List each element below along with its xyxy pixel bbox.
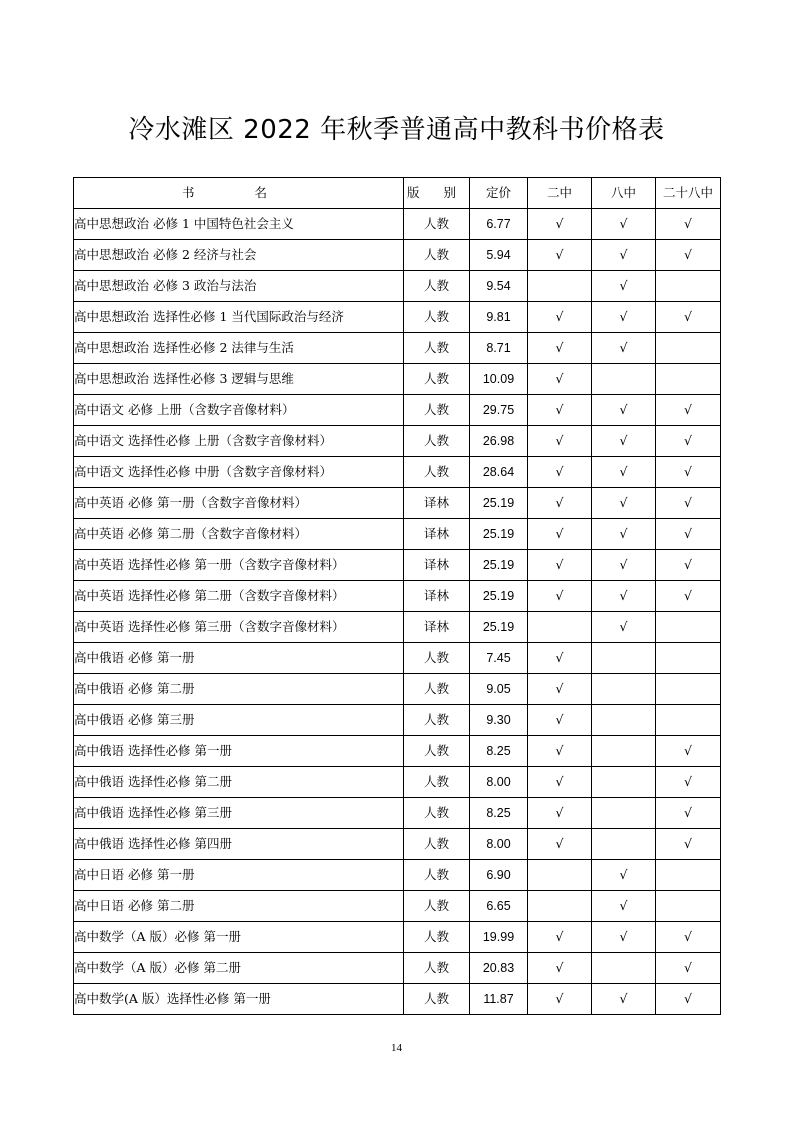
book-name-cell: 高中英语 必修 第二册（含数字音像材料） (74, 519, 404, 550)
erzhong-mark-cell: √ (528, 922, 592, 953)
table-row (74, 457, 721, 488)
erzhong-mark-cell: √ (528, 457, 592, 488)
table-row (74, 426, 721, 457)
ershibazhong-mark-cell: √ (656, 240, 721, 271)
erzhong-mark-cell: √ (528, 333, 592, 364)
erzhong-mark-cell (528, 860, 592, 891)
ershibazhong-mark-cell: √ (656, 798, 721, 829)
ershibazhong-mark-cell: √ (656, 488, 721, 519)
erzhong-mark-cell: √ (528, 984, 592, 1015)
erzhong-mark-cell: √ (528, 581, 592, 612)
edition-cell: 人教 (404, 705, 470, 736)
bazhong-mark-cell: √ (592, 426, 656, 457)
bazhong-mark-cell: √ (592, 519, 656, 550)
ershibazhong-mark-cell (656, 891, 721, 922)
book-name-cell: 高中英语 选择性必修 第二册（含数字音像材料） (74, 581, 404, 612)
table-row (74, 736, 721, 767)
erzhong-mark-cell: √ (528, 488, 592, 519)
bazhong-mark-cell (592, 364, 656, 395)
book-name-cell: 高中俄语 选择性必修 第二册 (74, 767, 404, 798)
bazhong-mark-cell (592, 767, 656, 798)
book-name-cell: 高中数学（A 版）必修 第一册 (74, 922, 404, 953)
edition-cell: 人教 (404, 395, 470, 426)
header-edition: 版 别 (404, 178, 470, 209)
book-name-cell: 高中语文 选择性必修 上册（含数字音像材料） (74, 426, 404, 457)
bazhong-mark-cell: √ (592, 209, 656, 240)
edition-cell: 人教 (404, 457, 470, 488)
book-name-cell: 高中俄语 必修 第三册 (74, 705, 404, 736)
price-cell: 19.99 (470, 922, 528, 953)
table-header-row (74, 178, 721, 209)
book-name-cell: 高中日语 必修 第一册 (74, 860, 404, 891)
edition-cell: 人教 (404, 271, 470, 302)
ershibazhong-mark-cell: √ (656, 550, 721, 581)
edition-cell: 人教 (404, 798, 470, 829)
table-row (74, 674, 721, 705)
erzhong-mark-cell: √ (528, 643, 592, 674)
price-cell: 8.25 (470, 736, 528, 767)
price-cell: 10.09 (470, 364, 528, 395)
price-cell: 9.81 (470, 302, 528, 333)
bazhong-mark-cell: √ (592, 984, 656, 1015)
price-cell: 29.75 (470, 395, 528, 426)
price-cell: 9.30 (470, 705, 528, 736)
table-row (74, 209, 721, 240)
erzhong-mark-cell (528, 271, 592, 302)
price-cell: 6.65 (470, 891, 528, 922)
edition-cell: 人教 (404, 922, 470, 953)
erzhong-mark-cell: √ (528, 364, 592, 395)
price-cell: 25.19 (470, 612, 528, 643)
erzhong-mark-cell: √ (528, 209, 592, 240)
table-row (74, 519, 721, 550)
edition-cell: 人教 (404, 302, 470, 333)
table-row (74, 984, 721, 1015)
price-cell: 8.25 (470, 798, 528, 829)
book-name-cell: 高中思想政治 选择性必修 1 当代国际政治与经济 (74, 302, 404, 333)
bazhong-mark-cell: √ (592, 271, 656, 302)
book-name-cell: 高中数学(A 版）选择性必修 第一册 (74, 984, 404, 1015)
bazhong-mark-cell: √ (592, 302, 656, 333)
bazhong-mark-cell: √ (592, 488, 656, 519)
bazhong-mark-cell: √ (592, 457, 656, 488)
erzhong-mark-cell: √ (528, 550, 592, 581)
price-cell: 7.45 (470, 643, 528, 674)
price-cell: 5.94 (470, 240, 528, 271)
ershibazhong-mark-cell: √ (656, 736, 721, 767)
table-row (74, 643, 721, 674)
bazhong-mark-cell: √ (592, 922, 656, 953)
price-cell: 8.71 (470, 333, 528, 364)
book-name-cell: 高中思想政治 必修 2 经济与社会 (74, 240, 404, 271)
erzhong-mark-cell: √ (528, 705, 592, 736)
table-row (74, 271, 721, 302)
book-name-cell: 高中思想政治 选择性必修 3 逻辑与思维 (74, 364, 404, 395)
table-row (74, 922, 721, 953)
ershibazhong-mark-cell: √ (656, 953, 721, 984)
price-cell: 11.87 (470, 984, 528, 1015)
header-school-erzhong: 二中 (528, 178, 592, 209)
edition-cell: 译林 (404, 581, 470, 612)
bazhong-mark-cell (592, 643, 656, 674)
ershibazhong-mark-cell (656, 612, 721, 643)
book-name-cell: 高中英语 选择性必修 第一册（含数字音像材料） (74, 550, 404, 581)
edition-cell: 人教 (404, 736, 470, 767)
table-row (74, 240, 721, 271)
ershibazhong-mark-cell: √ (656, 829, 721, 860)
erzhong-mark-cell: √ (528, 736, 592, 767)
table-row (74, 767, 721, 798)
erzhong-mark-cell: √ (528, 953, 592, 984)
bazhong-mark-cell: √ (592, 581, 656, 612)
edition-cell: 人教 (404, 643, 470, 674)
erzhong-mark-cell: √ (528, 240, 592, 271)
edition-cell: 人教 (404, 891, 470, 922)
price-cell: 20.83 (470, 953, 528, 984)
edition-cell: 人教 (404, 240, 470, 271)
ershibazhong-mark-cell: √ (656, 426, 721, 457)
edition-cell: 人教 (404, 364, 470, 395)
ershibazhong-mark-cell: √ (656, 922, 721, 953)
book-name-cell: 高中俄语 选择性必修 第一册 (74, 736, 404, 767)
table-row (74, 891, 721, 922)
erzhong-mark-cell: √ (528, 395, 592, 426)
price-cell: 25.19 (470, 519, 528, 550)
edition-cell: 译林 (404, 550, 470, 581)
erzhong-mark-cell: √ (528, 302, 592, 333)
bazhong-mark-cell: √ (592, 395, 656, 426)
edition-cell: 译林 (404, 519, 470, 550)
bazhong-mark-cell: √ (592, 860, 656, 891)
price-cell: 6.77 (470, 209, 528, 240)
ershibazhong-mark-cell (656, 271, 721, 302)
erzhong-mark-cell (528, 612, 592, 643)
ershibazhong-mark-cell (656, 643, 721, 674)
table-row (74, 395, 721, 426)
book-name-cell: 高中思想政治 必修 1 中国特色社会主义 (74, 209, 404, 240)
ershibazhong-mark-cell: √ (656, 519, 721, 550)
book-name-cell: 高中俄语 选择性必修 第三册 (74, 798, 404, 829)
ershibazhong-mark-cell: √ (656, 457, 721, 488)
table-row (74, 612, 721, 643)
bazhong-mark-cell (592, 829, 656, 860)
ershibazhong-mark-cell: √ (656, 581, 721, 612)
table-row (74, 333, 721, 364)
book-name-cell: 高中日语 必修 第二册 (74, 891, 404, 922)
price-cell: 8.00 (470, 829, 528, 860)
page-number: 14 (391, 1042, 402, 1054)
price-cell: 9.54 (470, 271, 528, 302)
ershibazhong-mark-cell: √ (656, 767, 721, 798)
bazhong-mark-cell (592, 798, 656, 829)
table-row (74, 364, 721, 395)
edition-cell: 人教 (404, 209, 470, 240)
price-cell: 25.19 (470, 488, 528, 519)
price-cell: 9.05 (470, 674, 528, 705)
header-school-bazhong: 八中 (592, 178, 656, 209)
edition-cell: 人教 (404, 674, 470, 705)
edition-cell: 人教 (404, 426, 470, 457)
book-name-cell: 高中俄语 选择性必修 第四册 (74, 829, 404, 860)
edition-cell: 译林 (404, 488, 470, 519)
textbook-price-table (73, 177, 721, 1015)
price-cell: 25.19 (470, 581, 528, 612)
header-school-ershibazhong: 二十八中 (656, 178, 721, 209)
bazhong-mark-cell (592, 674, 656, 705)
table-row (74, 860, 721, 891)
header-book-name: 书 名 (74, 178, 404, 209)
erzhong-mark-cell (528, 891, 592, 922)
price-cell: 26.98 (470, 426, 528, 457)
edition-cell: 人教 (404, 767, 470, 798)
book-name-cell: 高中英语 必修 第一册（含数字音像材料） (74, 488, 404, 519)
bazhong-mark-cell: √ (592, 550, 656, 581)
book-name-cell: 高中英语 选择性必修 第三册（含数字音像材料） (74, 612, 404, 643)
bazhong-mark-cell (592, 736, 656, 767)
bazhong-mark-cell: √ (592, 333, 656, 364)
price-cell: 6.90 (470, 860, 528, 891)
ershibazhong-mark-cell (656, 705, 721, 736)
bazhong-mark-cell: √ (592, 240, 656, 271)
erzhong-mark-cell: √ (528, 798, 592, 829)
table-row (74, 550, 721, 581)
table-row (74, 488, 721, 519)
price-cell: 28.64 (470, 457, 528, 488)
book-name-cell: 高中数学（A 版）必修 第二册 (74, 953, 404, 984)
table-row (74, 581, 721, 612)
bazhong-mark-cell (592, 953, 656, 984)
bazhong-mark-cell: √ (592, 612, 656, 643)
edition-cell: 人教 (404, 829, 470, 860)
price-cell: 8.00 (470, 767, 528, 798)
ershibazhong-mark-cell (656, 860, 721, 891)
ershibazhong-mark-cell (656, 333, 721, 364)
book-name-cell: 高中语文 必修 上册（含数字音像材料） (74, 395, 404, 426)
page-title: 冷水滩区 2022 年秋季普通高中教科书价格表 (128, 115, 665, 145)
edition-cell: 译林 (404, 612, 470, 643)
ershibazhong-mark-cell (656, 674, 721, 705)
edition-cell: 人教 (404, 333, 470, 364)
erzhong-mark-cell: √ (528, 674, 592, 705)
bazhong-mark-cell: √ (592, 891, 656, 922)
edition-cell: 人教 (404, 953, 470, 984)
book-name-cell: 高中俄语 必修 第一册 (74, 643, 404, 674)
ershibazhong-mark-cell: √ (656, 302, 721, 333)
price-cell: 25.19 (470, 550, 528, 581)
ershibazhong-mark-cell: √ (656, 395, 721, 426)
edition-cell: 人教 (404, 984, 470, 1015)
erzhong-mark-cell: √ (528, 426, 592, 457)
book-name-cell: 高中思想政治 选择性必修 2 法律与生活 (74, 333, 404, 364)
table-row (74, 302, 721, 333)
table-row (74, 705, 721, 736)
book-name-cell: 高中思想政治 必修 3 政治与法治 (74, 271, 404, 302)
ershibazhong-mark-cell (656, 364, 721, 395)
erzhong-mark-cell: √ (528, 829, 592, 860)
book-name-cell: 高中语文 选择性必修 中册（含数字音像材料） (74, 457, 404, 488)
erzhong-mark-cell: √ (528, 519, 592, 550)
erzhong-mark-cell: √ (528, 767, 592, 798)
table-body (74, 209, 721, 1015)
book-name-cell: 高中俄语 必修 第二册 (74, 674, 404, 705)
table-row (74, 953, 721, 984)
header-price: 定价 (470, 178, 528, 209)
table-row (74, 829, 721, 860)
table-row (74, 798, 721, 829)
ershibazhong-mark-cell: √ (656, 209, 721, 240)
ershibazhong-mark-cell: √ (656, 984, 721, 1015)
edition-cell: 人教 (404, 860, 470, 891)
bazhong-mark-cell (592, 705, 656, 736)
